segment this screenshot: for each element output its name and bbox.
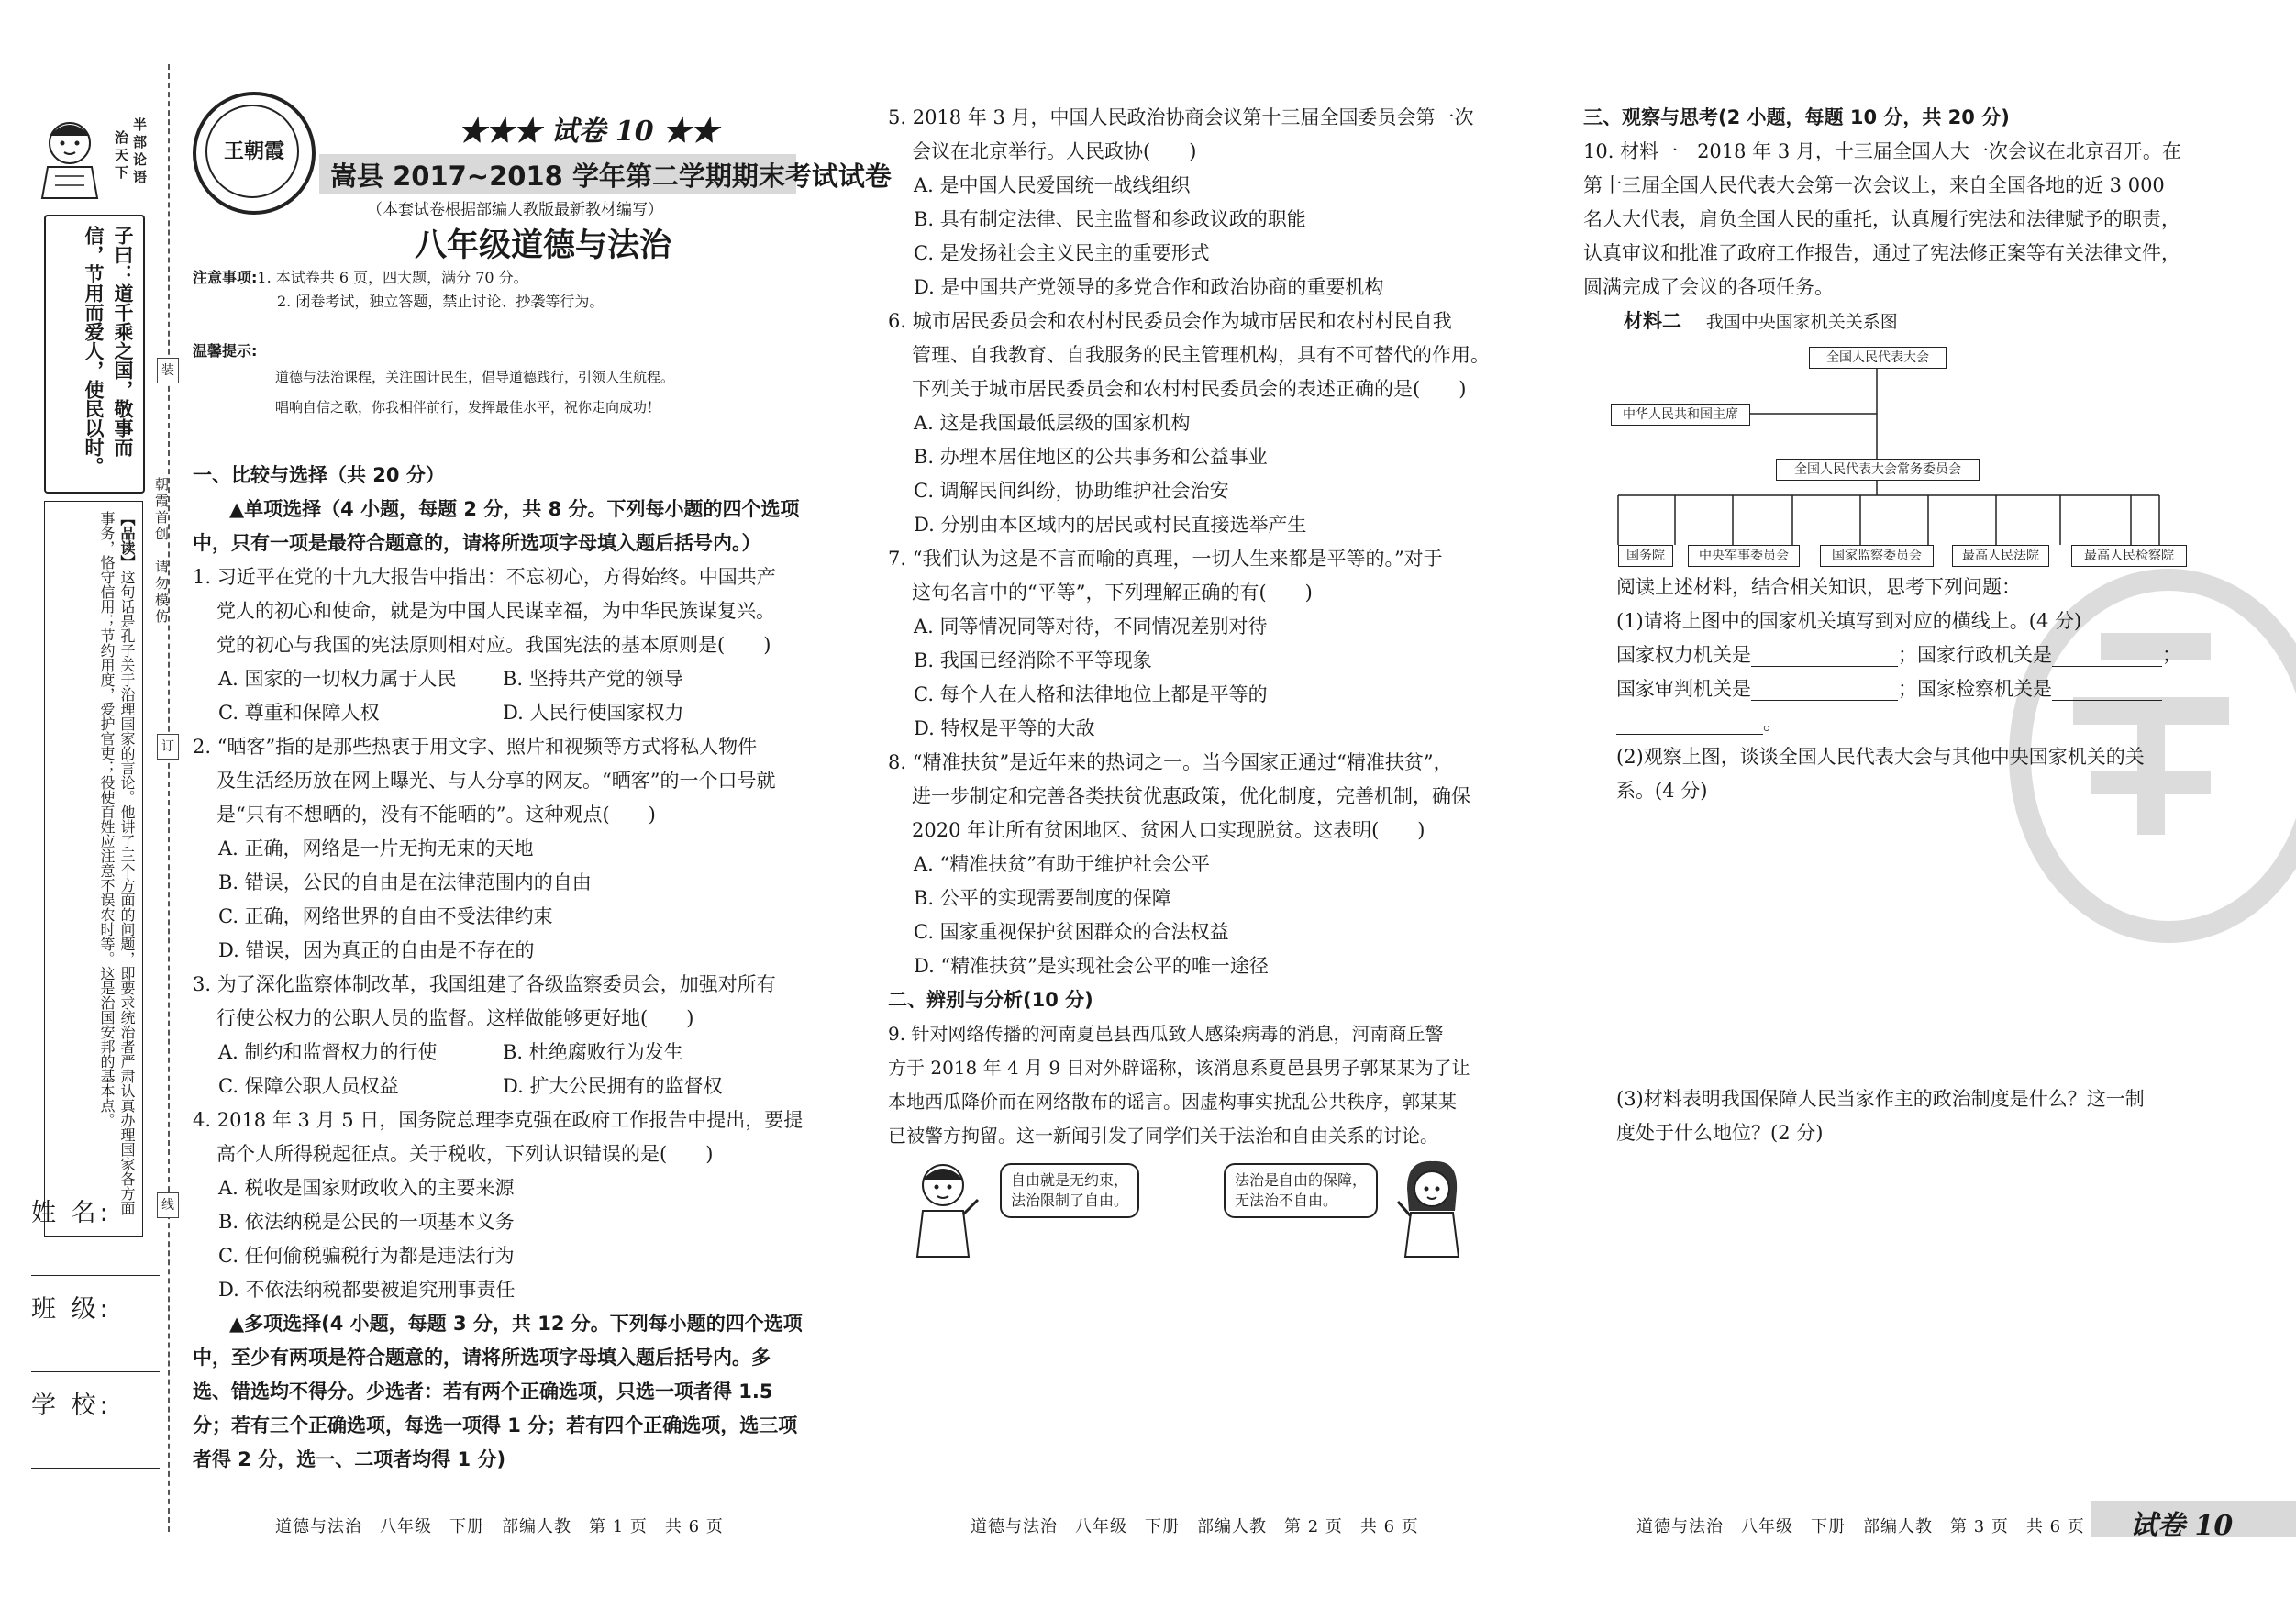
quote-box (44, 215, 145, 494)
q3-line-1: 3. 为了深化监察体制改革，我国组建了各级监察委员会，加强对所有 (193, 973, 776, 995)
org-npc: 全国人民代表大会 (1809, 347, 1947, 369)
q8-option-b[interactable]: B. 公平的实现需要制度的保障 (914, 887, 1171, 909)
q7-line-1: 7. “我们认为这是不言而喻的真理，一切人生来都是平等的。”对于 (888, 548, 1443, 570)
pindu-body: 这句话是孔子关于治理国家的言论。他讲了三个方面的问题，即要求统治者严肃认真办理国家各方面事务，恪守信用；节约用度，爱护官吏；役使百姓应注意不误农时等。这是治国安邦的基本点。 (98, 511, 136, 1215)
q4-option-a[interactable]: A. 税收是国家财政收入的主要来源 (218, 1177, 515, 1199)
fill-label-legislative: 国家权力机关是 (1616, 644, 1751, 666)
section-3-heading: 三、观察与思考(2 小题，每题 10 分，共 20 分) (1583, 106, 2010, 128)
binding-word-2: 订 (157, 734, 179, 760)
q2-option-a[interactable]: A. 正确，网络是一片无拘无束的天地 (218, 837, 534, 859)
q5-option-d[interactable]: D. 是中国共产党领导的多党合作和政治协商的重要机构 (914, 276, 1384, 298)
org-president: 中华人民共和国主席 (1611, 404, 1750, 426)
q2-line-1: 2. “晒客”指的是那些热衷于用文字、照片和视频等方式将私人物件 (193, 736, 758, 758)
q1-options-row-2 (193, 696, 816, 730)
exam-subtitle: （本套试卷根据部编人教版最新教材编写） (367, 201, 663, 219)
org-supervisory-commission: 国家监察委员会 (1820, 545, 1934, 567)
q10-line-5: 圆满完成了会议的各项任务。 (1583, 276, 1834, 298)
org-military-commission: 中央军事委员会 (1688, 545, 1800, 567)
margin-motto-2: 请勿模仿 (153, 560, 170, 626)
q10-line-2: 第十三届全国人民代表大会第一次会议上，来自全国各地的近 3 000 (1583, 174, 2165, 196)
q3-option-a[interactable]: A. 制约和监督权力的行使 (218, 1041, 438, 1063)
q7-line-2: 这句名言中的“平等”，下列理解正确的有( ) (912, 582, 1313, 604)
fill-line-2 (1616, 672, 2213, 706)
q3-option-b[interactable]: B. 杜绝腐败行为发生 (503, 1041, 683, 1063)
org-supreme-procuratorate: 最高人民检察院 (2071, 545, 2187, 567)
section-1-heading: 一、比较与选择（共 20 分） (193, 464, 445, 486)
school-label: 学 校: (31, 1392, 112, 1420)
binding-line (168, 64, 170, 1532)
material-2-title: 我国中央国家机关关系图 (1705, 312, 1898, 332)
q3-options-row-1 (193, 1036, 816, 1070)
star-icon: ★★★ (459, 116, 541, 148)
sub-question-3-line-2: 度处于什么地位？(2 分) (1616, 1122, 1824, 1144)
q1-option-c[interactable]: C. 尊重和保障人权 (218, 702, 380, 724)
q10-line-1-text: 10. 材料一 2018 年 3 月，十三届全国人大一次会议在北京召开。在 (1583, 140, 2181, 162)
paper-number-text: 试卷 10 (550, 116, 654, 148)
q5-line-2: 会议在北京举行。人民政协( ) (912, 140, 1197, 162)
answer-blank-procuratorial-cont[interactable] (1616, 714, 1763, 735)
q6-line-2: 管理、自我教育、自我服务的民主管理机构，具有不可替代的作用。 (912, 344, 1490, 366)
multi-choice-intro-3: 选、错选均不得分。少选者：若有两个正确选项，只选一项者得 1.5 (193, 1381, 773, 1403)
column-3-questions (1616, 571, 2213, 808)
q1-line-2: 党人的初心和使命，就是为中国人民谋幸福，为中华民族谋复兴。 (216, 600, 775, 622)
cartoon-boy (908, 1158, 982, 1259)
name-label: 姓 名: (31, 1199, 112, 1227)
column-2 (888, 101, 1512, 1153)
q1-option-d[interactable]: D. 人民行使国家权力 (503, 702, 684, 724)
q9-line-1: 9. 针对网络传播的河南夏邑县西瓜致人感染病毒的消息，河南商丘警 (888, 1023, 1444, 1045)
sub-question-2-line-1: (2)观察上图，谈谈全国人民代表大会与其他中央国家机关的关 (1616, 746, 2145, 768)
q7-option-a[interactable]: A. 同等情况同等对待，不同情况差别对待 (914, 616, 1268, 638)
q4-option-d[interactable]: D. 不依法纳税都要被追究刑事责任 (218, 1279, 516, 1301)
q4-option-b[interactable]: B. 依法纳税是公民的一项基本义务 (218, 1211, 515, 1233)
org-standing-committee: 全国人民代表大会常务委员会 (1776, 459, 1980, 481)
corner-paper-label: 试卷 10 (2130, 1510, 2234, 1542)
paper-number (459, 108, 718, 149)
name-field[interactable] (31, 1192, 160, 1276)
fill-line-1: 国家权力机关是 ；国家行政机关是 ； (1616, 644, 2181, 666)
org-chart (1583, 345, 2216, 574)
mascot-illustration (33, 112, 110, 200)
exam-title: 嵩县 2017~2018 学年第二学期期末考试试卷 (330, 161, 892, 192)
notice-label: 注意事项: (193, 269, 258, 286)
class-field[interactable] (31, 1289, 160, 1372)
notice-2: 2. 闭卷考试，独立答题，禁止讨论、抄袭等行为。 (277, 293, 605, 310)
speech-bubble-right (1224, 1163, 1378, 1218)
q5-option-a[interactable]: A. 是中国人民爱国统一战线组织 (914, 174, 1191, 196)
single-choice-intro-2: 中，只有一项是最符合题意的，请将所选项字母填入题后括号内。） (193, 532, 761, 554)
q1-option-b[interactable]: B. 坚持共产党的领导 (503, 668, 683, 690)
q7-option-b[interactable]: B. 我国已经消除不平等现象 (914, 649, 1152, 671)
footer-page-1: 道德与法治 八年级 下册 部编人教 第 1 页 共 6 页 (275, 1517, 724, 1536)
q8-line-2: 进一步制定和完善各类扶贫优惠政策，优化制度，完善机制，确保 (912, 785, 1470, 807)
answer-area-2[interactable] (1616, 816, 2203, 1073)
q9-line-4: 已被警方拘留。这一新闻引发了同学们关于法治和自由关系的讨论。 (888, 1125, 1438, 1147)
q7-option-d[interactable]: D. 特权是平等的大敌 (914, 717, 1095, 739)
speech-bubble-left (1000, 1163, 1139, 1218)
margin-motto-1: 朝霞首创 (153, 477, 170, 543)
q5-option-c[interactable]: C. 是发扬社会主义民主的重要形式 (914, 242, 1210, 264)
q9-line-3: 本地西瓜降价而在网络散布的谣言。因虚构事实扰乱公共秩序，郭某某 (888, 1091, 1457, 1113)
q8-line-1: 8. “精准扶贫”是近年来的热词之一。当今国家正通过“精准扶贫”， (888, 751, 1453, 773)
q2-option-b[interactable]: B. 错误，公民的自由是在法律范围内的自由 (218, 871, 592, 893)
org-state-council: 国务院 (1618, 545, 1673, 567)
class-label: 班 级: (31, 1295, 112, 1324)
q1-option-a[interactable]: A. 国家的一切权力属于人民 (218, 668, 457, 690)
answer-blank-executive[interactable] (2052, 646, 2162, 667)
tip-2: 唱响自信之歌，你我相伴前行，发挥最佳水平，祝你走向成功！ (275, 399, 661, 416)
section-2-heading: 二、辨别与分析(10 分) (888, 989, 1093, 1011)
brand-tagline-2: 治天下 (113, 130, 129, 183)
sub-question-3-line-1: (3)材料表明我国保障人民当家作主的政治制度是什么？这一制 (1616, 1088, 2145, 1110)
sub-question-2-line-2: 系。(4 分) (1616, 780, 1708, 802)
confucius-quote: 子曰：道千乘之国，敬事而信，节用而爱人，使民以时。 (83, 226, 134, 476)
q8-line-3: 2020 年让所有贫困地区、贫困人口实现脱贫。这表明( ) (912, 819, 1425, 841)
logo-text: 王朝霞 (223, 139, 284, 163)
q2-line-2: 及生活经历放在网上曝光、与人分享的网友。“晒客”的一个口号就 (216, 770, 776, 792)
subject-title: 八年级道德与法治 (415, 227, 672, 264)
q3-option-c[interactable]: C. 保障公职人员权益 (218, 1075, 399, 1097)
school-field[interactable] (31, 1385, 160, 1469)
notice-1: 1. 本试卷共 6 页，四大题，满分 70 分。 (257, 269, 528, 286)
q5-option-b[interactable]: B. 具有制定法律、民主监督和参政议政的职能 (914, 208, 1306, 230)
binding-word-3: 线 (157, 1192, 179, 1218)
column-3-q3 (1616, 1082, 2213, 1150)
q2-option-c[interactable]: C. 正确，网络世界的自由不受法律约束 (218, 905, 553, 927)
pindu-text (96, 511, 137, 1226)
material-2-label: 材料二 (1624, 310, 1681, 332)
q6-option-b[interactable]: B. 办理本居住地区的公共事务和公益事业 (914, 446, 1268, 468)
q1-line-3: 党的初心与我国的宪法原则相对应。我国宪法的基本原则是( ) (216, 634, 771, 656)
tip-1: 道德与法治课程，关注国计民生，倡导道德践行，引领人生航程。 (275, 369, 675, 385)
brand-tagline-1: 半部论语 (131, 117, 148, 187)
fill-line-3 (1616, 706, 2213, 740)
bubble-left-line-2: 法治限制了自由。 (1011, 1192, 1129, 1209)
answer-blank-procuratorial[interactable] (2052, 680, 2162, 701)
q4-line-2: 高个人所得税起征点。关于税收，下列认识错误的是( ) (216, 1143, 714, 1165)
column-1 (193, 459, 816, 1477)
multi-choice-intro-5: 者得 2 分，选一、二项者均得 1 分) (193, 1448, 506, 1470)
binding-word-1: 装 (157, 358, 179, 383)
bubble-right-line-2: 无法治不自由。 (1235, 1192, 1338, 1209)
q7-option-c[interactable]: C. 每个人在人格和法律地位上都是平等的 (914, 683, 1268, 705)
org-supreme-court: 最高人民法院 (1952, 545, 2049, 567)
pindu-box (44, 501, 143, 1237)
q6-option-d[interactable]: D. 分别由本区域内的居民或村民直接选举产生 (914, 514, 1307, 536)
q9-line-2: 方于 2018 年 4 月 9 日对外辟谣称，该消息系夏邑县男子郭某某为了让 (888, 1057, 1470, 1079)
q10-line-1 (1583, 135, 2207, 169)
sub-question-1: (1)请将上图中的国家机关填写到对应的横线上。(4 分) (1616, 610, 2082, 632)
multi-choice-intro-1: ▲多项选择(4 小题，每题 3 分，共 12 分。下列每小题的四个选项 (229, 1313, 803, 1335)
fill-label-procuratorial: ；国家检察机关是 (1898, 678, 2052, 700)
q8-option-d[interactable]: D. “精准扶贫”是实现社会公平的唯一途径 (914, 955, 1269, 977)
q2-option-d[interactable]: D. 错误，因为真正的自由是不存在的 (218, 939, 535, 961)
cartoon-girl (1394, 1158, 1468, 1259)
bubble-right-line-1: 法治是自由的保障， (1235, 1171, 1368, 1189)
q4-option-c[interactable]: C. 任何偷税骗税行为都是违法行为 (218, 1245, 515, 1267)
fill-label-executive: ；国家行政机关是 (1898, 644, 2052, 666)
q1-line-1: 1. 习近平在党的十九大报告中指出：不忘初心，方得始终。中国共产 (193, 566, 776, 588)
q6-option-c[interactable]: C. 调解民间纠纷，协助维护社会治安 (914, 480, 1229, 502)
brand-logo (193, 92, 316, 215)
q4-line-1: 4. 2018 年 3 月 5 日，国务院总理李克强在政府工作报告中提出，要提 (193, 1109, 804, 1131)
pindu-label: 【品读】 (118, 511, 136, 570)
task-intro: 阅读上述材料，结合相关知识，思考下列问题： (1616, 576, 2021, 598)
q2-line-3: 是“只有不想晒的，没有不能晒的”。这种观点( ) (216, 804, 656, 826)
column-3 (1583, 101, 2207, 339)
fill-label-judicial: 国家审判机关是 (1616, 678, 1751, 700)
q3-option-d[interactable]: D. 扩大公民拥有的监督权 (503, 1075, 723, 1097)
footer-page-2: 道德与法治 八年级 下册 部编人教 第 2 页 共 6 页 (971, 1517, 1419, 1536)
star-icon: ★★ (663, 116, 719, 148)
q10-line-3: 名人大代表，肩负全国人民的重托，认真履行宪法和法律赋予的职责， (1583, 208, 2180, 230)
answer-area-3[interactable] (1616, 1156, 2203, 1486)
q10-line-4: 认真审议和批准了政府工作报告，通过了宪法修正案等有关法律文件， (1583, 242, 2180, 264)
q8-option-c[interactable]: C. 国家重视保护贫困群众的合法权益 (914, 921, 1229, 943)
q6-line-1: 6. 城市居民委员会和农村村民委员会作为城市居民和农村村民自我 (888, 310, 1452, 332)
multi-choice-intro-2: 中，至少有两项是符合题意的，请将所选项字母填入题后括号内。多 (193, 1347, 771, 1369)
multi-choice-intro-4: 分；若有三个正确选项，每选一项得 1 分；若有四个正确选项，选三项 (193, 1414, 798, 1436)
notice (193, 266, 604, 314)
q3-options-row-2 (193, 1070, 816, 1103)
bubble-left-line-1: 自由就是无约束， (1011, 1171, 1129, 1189)
tip-label: 温馨提示: (193, 342, 258, 360)
q5-line-1: 5. 2018 年 3 月，中国人民政治协商会议第十三届全国委员会第一次 (888, 106, 1474, 128)
q8-option-a[interactable]: A. “精准扶贫”有助于维护社会公平 (914, 853, 1210, 875)
footer-page-3: 道德与法治 八年级 下册 部编人教 第 3 页 共 6 页 (1636, 1517, 2085, 1536)
answer-blank-legislative[interactable] (1751, 646, 1898, 667)
single-choice-intro-1: ▲单项选择（4 小题，每题 2 分，共 8 分。下列每小题的四个选项 (229, 498, 800, 520)
q1-options-row-1 (193, 662, 816, 696)
q3-line-2: 行使公权力的公职人员的监督。这样做能够更好地( ) (216, 1007, 694, 1029)
material-2-heading (1583, 305, 2207, 339)
q6-line-3: 下列关于城市居民委员会和农村村民委员会的表述正确的是( ) (912, 378, 1467, 400)
fill-end-mark: 。 (1763, 712, 1782, 734)
q6-option-a[interactable]: A. 这是我国最低层级的国家机构 (914, 412, 1191, 434)
answer-blank-judicial[interactable] (1751, 680, 1898, 701)
